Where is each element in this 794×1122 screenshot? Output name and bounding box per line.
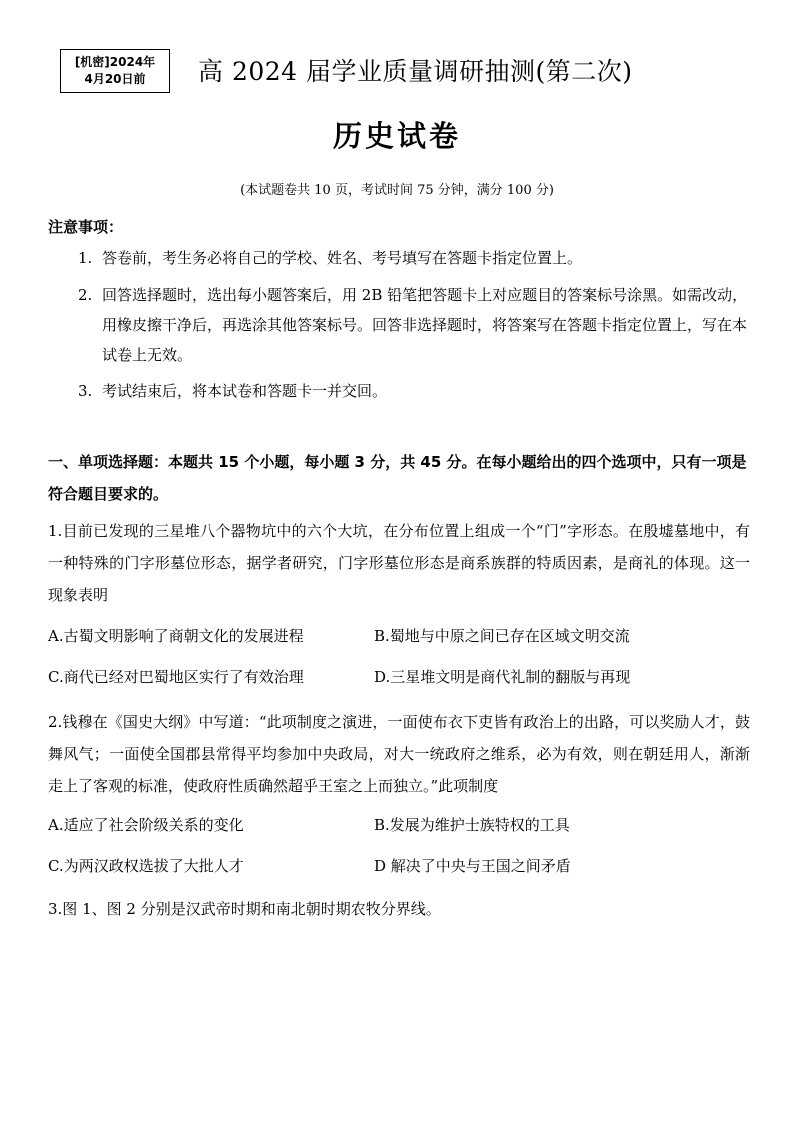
question-option: D.三星堆文明是商代礼制的翻版与再现 [374,668,631,686]
notice-item-text: 考试结束后，将本试卷和答题卡一并交回。 [102,382,388,400]
notice-item-text: 答卷前，考生务必将自己的学校、姓名、考号填写在答题卡指定位置上。 [102,249,583,267]
notice-item-number: 1. [78,249,93,267]
question-option: C.为两汉政权选拔了大批人才 [48,857,244,875]
question-option: A.古蜀文明影响了商朝文化的发展进程 [48,627,304,645]
question-option: B.蜀地与中原之间已存在区域文明交流 [374,627,630,645]
question-option: D 解决了中央与王国之间矛盾 [374,857,571,875]
notice-item [78,243,750,273]
confidential-line-2: 4月20日前 [84,72,146,86]
exam-info: (本试题卷共 10 页，考试时间 75 分钟，满分 100 分) [240,183,554,198]
question-option: C.商代已经对巴蜀地区实行了有效治理 [48,668,304,686]
section-heading: 一、单项选择题：本题共 15 个小题，每小题 3 分，共 45 分。在每小题给出的四个选项中，只有一项是符合题目要求的。 [48,453,747,503]
question-option: A.适应了社会阶级关系的变化 [48,816,244,834]
exam-title: 高 2024 届学业质量调研抽测(第二次) [198,57,633,86]
notice-item [78,376,750,406]
question-stem: 3.图 1、图 2 分别是汉武帝时期和南北朝时期农牧分界线。 [48,900,441,918]
notice-item-text: 回答选择题时，选出每小题答案后，用 2B 铅笔把答题卡上对应题目的答案标号涂黑。如需改动，用橡皮擦干净后，再选涂其他答案标号。回答非选择题时，将答案写在答题卡指定位置上，写在本试卷上无效。 [102,286,748,364]
question-stem: 1.目前已发现的三星堆八个器物坑中的六个大坑，在分布位置上组成一个“门”字形态。在殷墟墓地中，有一种特殊的门字形墓位形态，据学者研究，门字形墓位形态是商系族群的特质因素，是商礼的体现。这一现象表明 [48,522,750,604]
confidential-line-1: [机密]2024年 [74,55,156,69]
notice-item-number: 3. [78,382,93,400]
notice-item-number: 2. [78,286,93,304]
notice-item [78,280,750,370]
notice-heading: 注意事项： [48,218,124,236]
confidential-box [60,49,170,93]
question-option: B.发展为维护士族特权的工具 [374,816,570,834]
subject-title: 历史试卷 [332,119,461,153]
question-stem: 2.钱穆在《国史大纲》中写道：“此项制度之演进，一面使布衣下吏皆有政治上的出路，可以奖励人才，鼓舞风气；一面使全国郡县常得平均参加中央政局，对大一统政府之维系，必为有效，则在朝廷用人，渐渐走上了客观的标准，使政府性质确然超乎王室之上而独立。”此项制度 [48,713,750,795]
